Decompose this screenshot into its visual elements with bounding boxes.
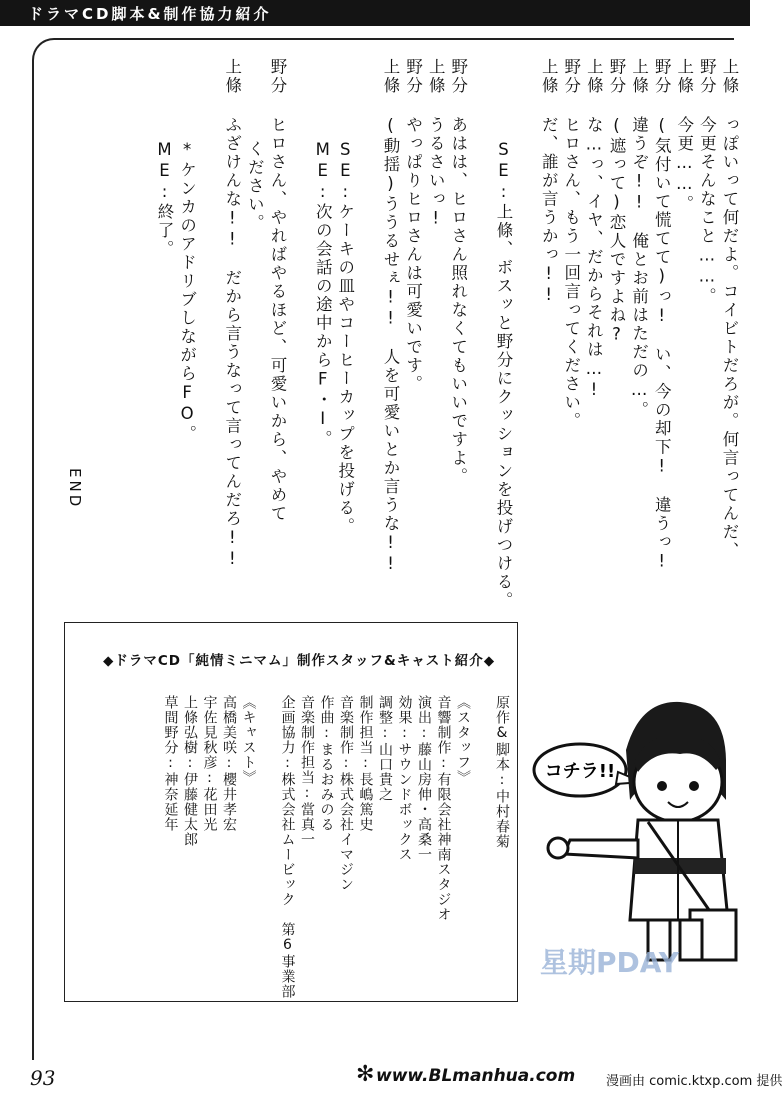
speaker-name: 上條 — [222, 58, 242, 95]
staff-credit-line: 《スタッフ》 — [455, 695, 471, 785]
staff-credit-line: 音楽制作担当:當真一 — [299, 695, 315, 847]
page-number: 93 — [30, 1066, 56, 1090]
speaker-name: 野分 — [697, 58, 717, 95]
dialogue-line: (遮って)恋人ですよね? — [607, 116, 626, 346]
speaker-name: 上條 — [381, 58, 400, 95]
speaker-name: 野分 — [403, 58, 423, 95]
speaker-name: 上條 — [426, 58, 446, 95]
staff-credit-line: 高橋美咲:櫻井孝宏 — [221, 695, 237, 832]
dialogue-line: っぽいって何だよ。コイビトだろが。何言ってんだ、 — [720, 116, 739, 560]
character-drawing — [530, 690, 740, 980]
staff-credit-line: 上條弘樹:伊藤健太郎 — [182, 695, 198, 847]
dialogue-line: (気付いて慌てて)っ! い、今の却下! 違うっ! — [652, 116, 672, 573]
staff-credit-line: 演出:藤山房伸・高桑一 — [416, 695, 432, 862]
dialogue-line: ふざけんな!! だから言うなって言ってんだろ!! — [222, 116, 242, 570]
staff-credit-line: 制作担当:長嶋篤史 — [357, 695, 374, 832]
stage-direction: *ケンカのアドリブしながらFO。 — [177, 140, 197, 444]
speaker-name: 野分 — [652, 58, 672, 95]
speaker-name: 上條 — [674, 58, 694, 95]
staff-credit-line: 《キャスト》 — [240, 695, 257, 785]
speaker-name: 上條 — [539, 58, 559, 95]
footer-credit: 漫画由 comic.ktxp.com 提供 — [606, 1074, 782, 1089]
staff-cast-box — [64, 622, 518, 1002]
dialogue-line: ヒロさん、もう一回言ってください。 — [561, 116, 581, 431]
dialogue-line: あはは、ヒロさん照れなくてもいいですよ。 — [448, 116, 468, 486]
staff-credit-line: 音楽制作:株式会社イマジン — [338, 695, 354, 892]
stage-direction: ください。 — [245, 140, 265, 233]
speaker-name: 野分 — [561, 58, 581, 95]
staff-credit-line: 効果:サウンドボックス — [396, 695, 413, 862]
speaker-name: 野分 — [607, 58, 626, 95]
staff-credit-line: 音響制作:有限会社神南スタジオ — [435, 695, 452, 922]
speaker-name: 野分 — [448, 58, 468, 95]
staff-cast-heading: ◆ドラマCD「純情ミニマム」制作スタッフ&キャスト紹介◆ — [103, 653, 496, 669]
staff-credit-line: 作曲:まるおみのる — [318, 695, 335, 832]
end-mark: END — [66, 468, 84, 510]
watermark-text: 星期PDAY — [540, 946, 680, 979]
dialogue-line: 今更そんなこと……。 — [697, 116, 717, 306]
speaker-name: 上條 — [584, 58, 604, 95]
staff-credit-line: 草間野分:神奈延年 — [162, 695, 179, 832]
page-header-title: ドラマCD脚本&制作協力紹介 — [28, 5, 272, 23]
speaker-name: 野分 — [268, 58, 287, 95]
speech-bubble-text: コチラ!! — [544, 761, 616, 782]
dialogue-line: やっぱりヒロさんは可愛いです。 — [403, 116, 423, 394]
dialogue-line: だ、誰が言うかっ!! — [539, 116, 559, 306]
dialogue-line: 違うぞ!! 俺とお前はただの…。 — [629, 116, 649, 420]
staff-credit-line: 宇佐見秋彦:花田光 — [201, 695, 218, 832]
dialogue-line: な…っ、イヤ、だからそれは…! — [584, 116, 604, 401]
dialogue-line: 今更……。 — [674, 116, 694, 214]
footer-url: www.BLmanhua.com — [376, 1066, 576, 1086]
dialogue-line: (動揺)ううるせぇ!! 人を可愛いとか言うな!! — [381, 116, 400, 575]
dialogue-line: うるさいっ! — [426, 116, 446, 230]
speaker-name: 上條 — [629, 58, 649, 95]
page-header-bar — [0, 0, 750, 26]
dialogue-line: ヒロさん、やればやるほど、可愛いから、やめて — [268, 116, 287, 523]
staff-credit-line: 原作&脚本:中村春菊 — [494, 695, 510, 849]
chibi-character-illustration — [530, 690, 740, 980]
staff-credit-line: 調整:山口貴之 — [377, 695, 393, 802]
stage-direction: ME:終了。 — [155, 140, 174, 259]
stage-direction: SE:ケーキの皿やコーヒーカップを投げる。 — [335, 140, 355, 536]
staff-credit-line: 企画協力:株式会社ムービック 第6事業部 — [279, 695, 296, 999]
stage-direction: SE:上條、ボスッと野分にクッションを投げつける。 — [494, 140, 513, 610]
stage-direction: ME:次の会話の途中からF・I。 — [313, 140, 333, 449]
speaker-name: 上條 — [720, 58, 739, 95]
asterisk-icon: ✻ — [356, 1062, 375, 1087]
